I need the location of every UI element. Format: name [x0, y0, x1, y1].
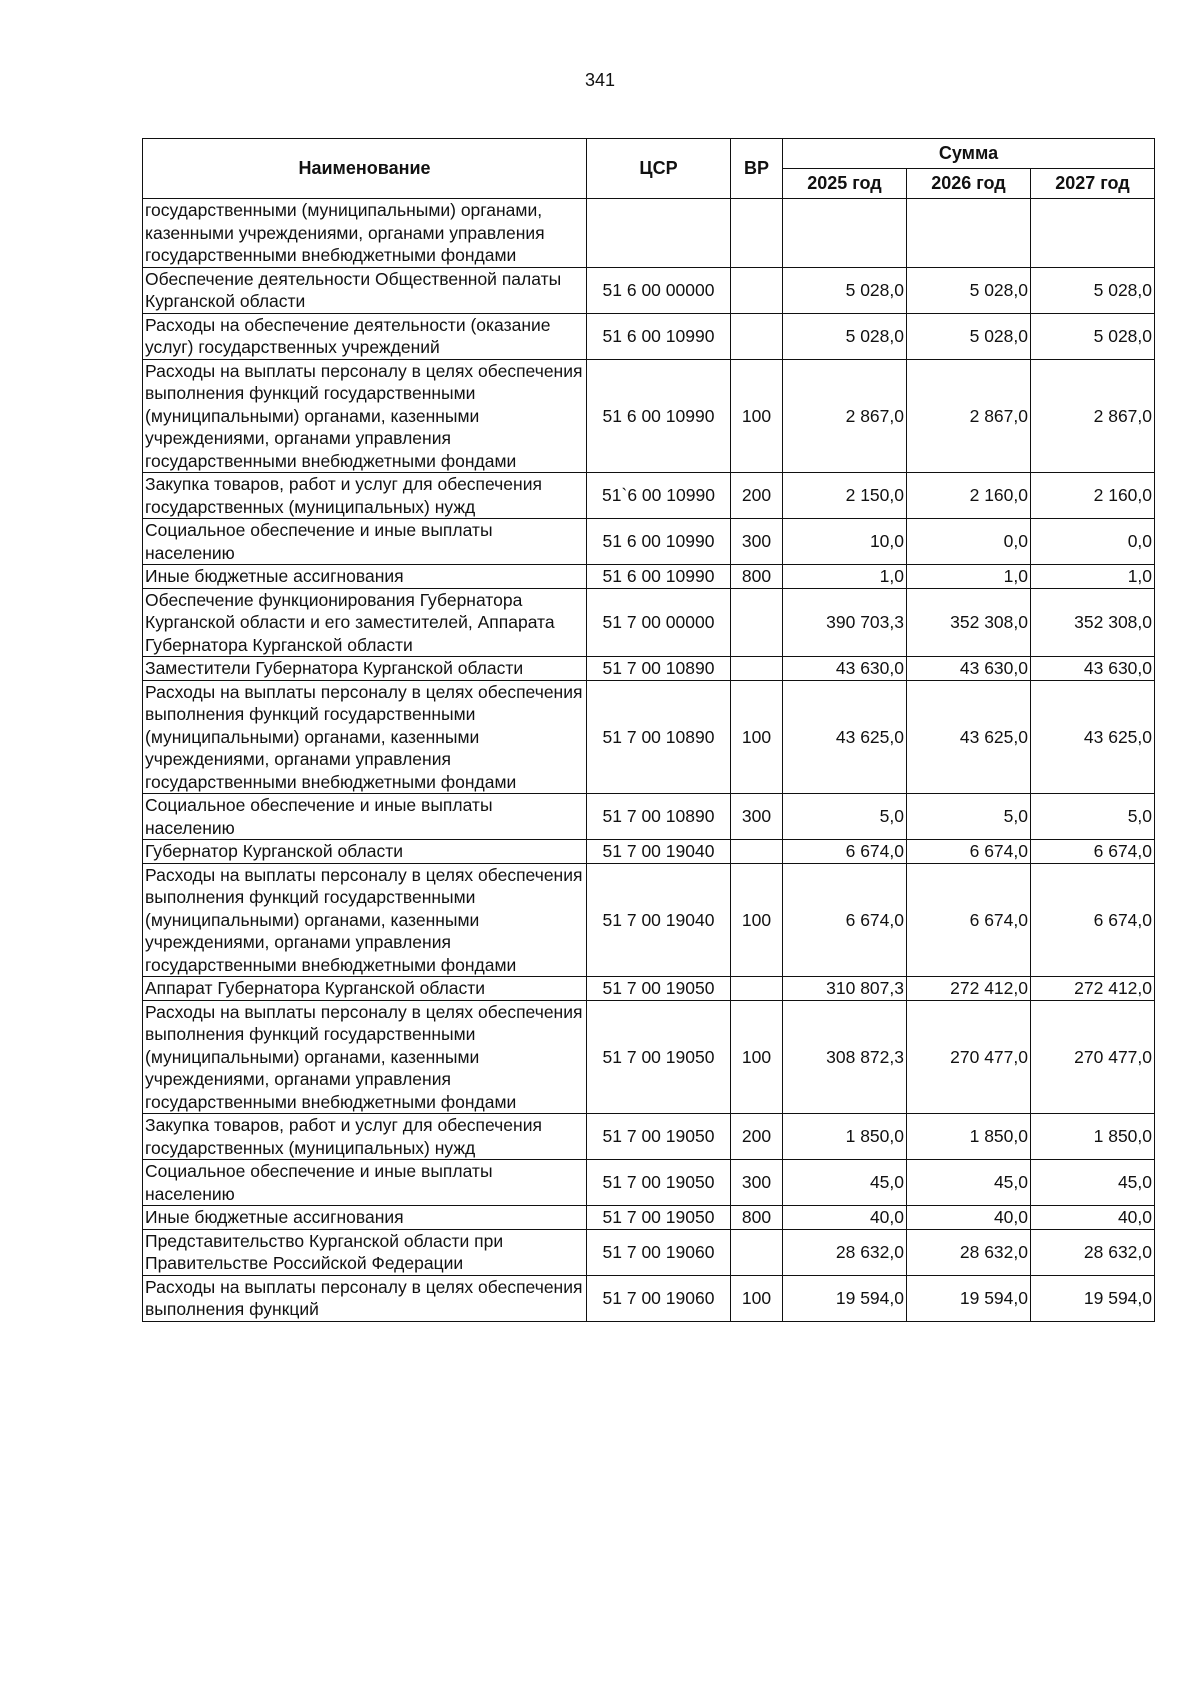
cell-name: Губернатор Курганской области	[143, 840, 587, 864]
table-row	[143, 519, 1155, 565]
cell-amount-2027	[1031, 199, 1155, 268]
cell-vr	[731, 657, 783, 681]
cell-amount-2025: 6 674,0	[783, 840, 907, 864]
cell-csr: 51 7 00 00000	[587, 588, 731, 657]
table-row	[143, 863, 1155, 977]
table-row	[143, 199, 1155, 268]
cell-name: Закупка товаров, работ и услуг для обеспечения государственных (муниципальных) нужд	[143, 1114, 587, 1160]
cell-csr: 51 7 00 19050	[587, 1000, 731, 1114]
table-body	[143, 199, 1155, 1322]
cell-amount-2027: 1,0	[1031, 565, 1155, 589]
cell-csr: 51 7 00 10890	[587, 680, 731, 794]
cell-csr: 51 7 00 10890	[587, 794, 731, 840]
cell-name: Расходы на выплаты персоналу в целях обеспечения выполнения функций государственными (муниципальными) органами, казенными учреждениями, органами управления государственными внебюджетными фондами	[143, 680, 587, 794]
cell-csr: 51 6 00 00000	[587, 267, 731, 313]
header-sum: Сумма	[783, 139, 1155, 169]
cell-amount-2025: 45,0	[783, 1160, 907, 1206]
cell-vr: 200	[731, 473, 783, 519]
table-row	[143, 680, 1155, 794]
cell-vr: 300	[731, 794, 783, 840]
cell-name: Расходы на выплаты персоналу в целях обеспечения выполнения функций государственными (муниципальными) органами, казенными учреждениями, органами управления государственными внебюджетными фондами	[143, 1000, 587, 1114]
cell-amount-2025: 2 150,0	[783, 473, 907, 519]
cell-amount-2027: 352 308,0	[1031, 588, 1155, 657]
cell-amount-2027: 6 674,0	[1031, 840, 1155, 864]
table-row	[143, 359, 1155, 473]
cell-amount-2027: 43 625,0	[1031, 680, 1155, 794]
cell-amount-2026: 2 867,0	[907, 359, 1031, 473]
table-row	[143, 588, 1155, 657]
cell-name: Расходы на обеспечение деятельности (оказание услуг) государственных учреждений	[143, 313, 587, 359]
cell-amount-2026: 43 630,0	[907, 657, 1031, 681]
cell-amount-2027: 2 160,0	[1031, 473, 1155, 519]
cell-name: государственными (муниципальными) органами, казенными учреждениями, органами управления государственными внебюджетными фондами	[143, 199, 587, 268]
table-row	[143, 1206, 1155, 1230]
table-row	[143, 657, 1155, 681]
page-number: 341	[584, 70, 616, 90]
cell-amount-2025: 40,0	[783, 1206, 907, 1230]
cell-amount-2026: 352 308,0	[907, 588, 1031, 657]
cell-name: Социальное обеспечение и иные выплаты населению	[143, 1160, 587, 1206]
table-header	[143, 139, 1155, 199]
cell-amount-2025: 5 028,0	[783, 267, 907, 313]
cell-amount-2027: 43 630,0	[1031, 657, 1155, 681]
cell-amount-2025: 28 632,0	[783, 1229, 907, 1275]
cell-csr: 51 6 00 10990	[587, 565, 731, 589]
cell-amount-2027: 40,0	[1031, 1206, 1155, 1230]
table-row	[143, 565, 1155, 589]
cell-amount-2026: 19 594,0	[907, 1275, 1031, 1321]
cell-amount-2027: 272 412,0	[1031, 977, 1155, 1001]
table-row	[143, 267, 1155, 313]
cell-csr	[587, 199, 731, 268]
cell-amount-2026: 5 028,0	[907, 313, 1031, 359]
cell-vr: 200	[731, 1114, 783, 1160]
cell-amount-2027: 1 850,0	[1031, 1114, 1155, 1160]
cell-amount-2025: 10,0	[783, 519, 907, 565]
table-row	[143, 977, 1155, 1001]
cell-vr: 800	[731, 565, 783, 589]
cell-amount-2025: 43 630,0	[783, 657, 907, 681]
cell-amount-2027: 0,0	[1031, 519, 1155, 565]
cell-amount-2027: 28 632,0	[1031, 1229, 1155, 1275]
header-year-2025: 2025 год	[783, 169, 907, 199]
cell-amount-2027: 45,0	[1031, 1160, 1155, 1206]
cell-amount-2026: 6 674,0	[907, 840, 1031, 864]
cell-amount-2027: 2 867,0	[1031, 359, 1155, 473]
cell-amount-2026: 1,0	[907, 565, 1031, 589]
header-name: Наименование	[143, 139, 587, 199]
cell-name: Социальное обеспечение и иные выплаты населению	[143, 794, 587, 840]
cell-amount-2026: 45,0	[907, 1160, 1031, 1206]
cell-name: Расходы на выплаты персоналу в целях обеспечения выполнения функций	[143, 1275, 587, 1321]
table-row	[143, 473, 1155, 519]
cell-amount-2026: 28 632,0	[907, 1229, 1031, 1275]
cell-name: Представительство Курганской области при Правительстве Российской Федерации	[143, 1229, 587, 1275]
cell-name: Обеспечение функционирования Губернатора Курганской области и его заместителей, Аппарата Губернатора Курганской области	[143, 588, 587, 657]
cell-csr: 51 6 00 10990	[587, 359, 731, 473]
table-row	[143, 840, 1155, 864]
table-row	[143, 1114, 1155, 1160]
table-row	[143, 794, 1155, 840]
cell-amount-2025: 6 674,0	[783, 863, 907, 977]
cell-amount-2026: 43 625,0	[907, 680, 1031, 794]
cell-vr: 300	[731, 1160, 783, 1206]
cell-amount-2025: 1 850,0	[783, 1114, 907, 1160]
cell-name: Иные бюджетные ассигнования	[143, 565, 587, 589]
cell-csr: 51 7 00 19060	[587, 1229, 731, 1275]
cell-vr	[731, 588, 783, 657]
cell-amount-2025: 19 594,0	[783, 1275, 907, 1321]
cell-name: Закупка товаров, работ и услуг для обеспечения государственных (муниципальных) нужд	[143, 473, 587, 519]
cell-amount-2027: 5 028,0	[1031, 267, 1155, 313]
cell-amount-2027: 6 674,0	[1031, 863, 1155, 977]
cell-amount-2026: 40,0	[907, 1206, 1031, 1230]
table-row	[143, 1160, 1155, 1206]
cell-amount-2025	[783, 199, 907, 268]
cell-vr	[731, 1229, 783, 1275]
cell-name: Аппарат Губернатора Курганской области	[143, 977, 587, 1001]
cell-amount-2027: 270 477,0	[1031, 1000, 1155, 1114]
table-row	[143, 1275, 1155, 1321]
header-year-2026: 2026 год	[907, 169, 1031, 199]
cell-amount-2026: 5,0	[907, 794, 1031, 840]
cell-vr: 100	[731, 1275, 783, 1321]
cell-csr: 51 7 00 19050	[587, 977, 731, 1001]
cell-csr: 51 7 00 19050	[587, 1160, 731, 1206]
cell-amount-2025: 308 872,3	[783, 1000, 907, 1114]
cell-name: Иные бюджетные ассигнования	[143, 1206, 587, 1230]
header-vr: ВР	[731, 139, 783, 199]
table-row	[143, 1000, 1155, 1114]
table-row	[143, 1229, 1155, 1275]
cell-vr	[731, 199, 783, 268]
cell-csr: 51`6 00 10990	[587, 473, 731, 519]
cell-amount-2025: 1,0	[783, 565, 907, 589]
cell-amount-2026: 1 850,0	[907, 1114, 1031, 1160]
cell-amount-2026: 2 160,0	[907, 473, 1031, 519]
cell-amount-2026: 6 674,0	[907, 863, 1031, 977]
cell-csr: 51 7 00 19060	[587, 1275, 731, 1321]
cell-amount-2025: 5 028,0	[783, 313, 907, 359]
cell-amount-2027: 19 594,0	[1031, 1275, 1155, 1321]
cell-amount-2026: 0,0	[907, 519, 1031, 565]
cell-amount-2026: 5 028,0	[907, 267, 1031, 313]
cell-name: Обеспечение деятельности Общественной палаты Курганской области	[143, 267, 587, 313]
cell-csr: 51 7 00 19040	[587, 840, 731, 864]
header-csr: ЦСР	[587, 139, 731, 199]
cell-name: Заместители Губернатора Курганской области	[143, 657, 587, 681]
cell-amount-2025: 310 807,3	[783, 977, 907, 1001]
cell-amount-2025: 2 867,0	[783, 359, 907, 473]
cell-csr: 51 6 00 10990	[587, 313, 731, 359]
header-year-2027: 2027 год	[1031, 169, 1155, 199]
cell-vr	[731, 267, 783, 313]
cell-csr: 51 7 00 10890	[587, 657, 731, 681]
cell-csr: 51 7 00 19050	[587, 1206, 731, 1230]
cell-vr: 100	[731, 1000, 783, 1114]
cell-amount-2027: 5,0	[1031, 794, 1155, 840]
cell-vr: 100	[731, 359, 783, 473]
cell-amount-2026: 272 412,0	[907, 977, 1031, 1001]
cell-vr: 100	[731, 680, 783, 794]
cell-amount-2025: 390 703,3	[783, 588, 907, 657]
budget-table	[142, 138, 1155, 1322]
cell-amount-2025: 5,0	[783, 794, 907, 840]
cell-vr	[731, 313, 783, 359]
cell-amount-2026: 270 477,0	[907, 1000, 1031, 1114]
cell-amount-2027: 5 028,0	[1031, 313, 1155, 359]
table-row	[143, 313, 1155, 359]
cell-csr: 51 7 00 19050	[587, 1114, 731, 1160]
cell-vr: 800	[731, 1206, 783, 1230]
cell-vr: 300	[731, 519, 783, 565]
cell-name: Расходы на выплаты персоналу в целях обеспечения выполнения функций государственными (муниципальными) органами, казенными учреждениями, органами управления государственными внебюджетными фондами	[143, 359, 587, 473]
cell-name: Социальное обеспечение и иные выплаты населению	[143, 519, 587, 565]
cell-vr	[731, 840, 783, 864]
cell-vr: 100	[731, 863, 783, 977]
cell-amount-2026	[907, 199, 1031, 268]
cell-csr: 51 7 00 19040	[587, 863, 731, 977]
cell-amount-2025: 43 625,0	[783, 680, 907, 794]
cell-csr: 51 6 00 10990	[587, 519, 731, 565]
cell-vr	[731, 977, 783, 1001]
cell-name: Расходы на выплаты персоналу в целях обеспечения выполнения функций государственными (муниципальными) органами, казенными учреждениями, органами управления государственными внебюджетными фондами	[143, 863, 587, 977]
